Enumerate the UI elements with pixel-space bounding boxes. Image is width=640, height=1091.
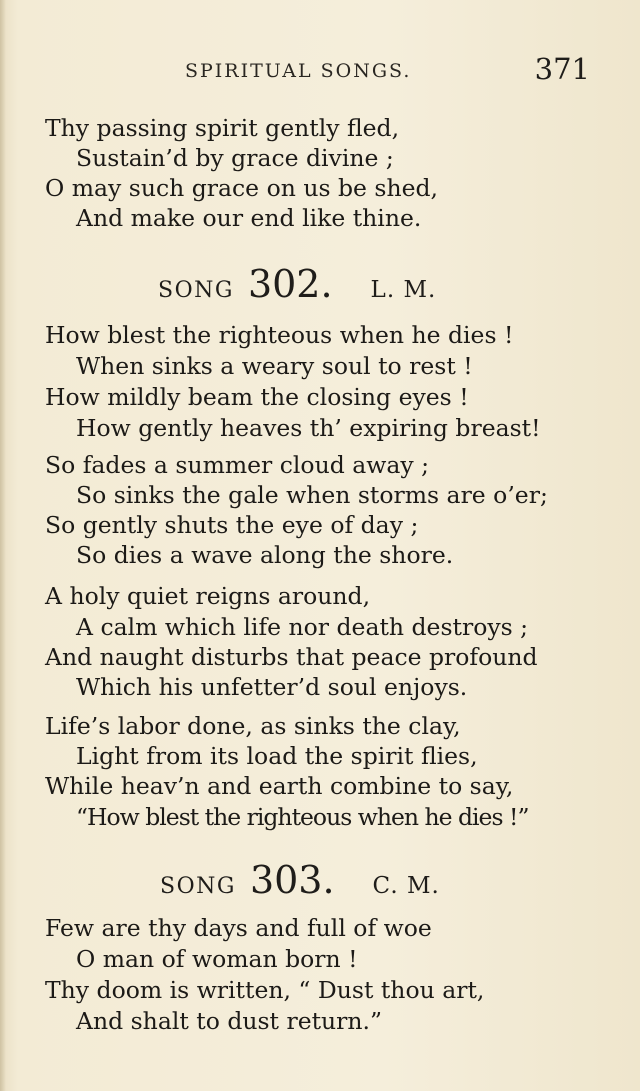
page-gutter-shadow xyxy=(0,0,6,1091)
verse-line: So gently shuts the eye of day ; xyxy=(45,511,419,539)
verse-line: Which his unfetter’d soul enjoys. xyxy=(76,673,468,701)
verse-line: How mildly beam the closing eyes ! xyxy=(45,383,469,411)
verse-line: When sinks a weary soul to rest ! xyxy=(76,352,473,380)
verse-line: And make our end like thine. xyxy=(76,204,422,232)
song-meter: C. M. xyxy=(372,873,440,899)
running-title: SPIRITUAL SONGS. xyxy=(185,60,412,82)
verse-line: A calm which life nor death destroys ; xyxy=(76,613,529,641)
verse-line: How gently heaves th’ expiring breast! xyxy=(76,414,541,442)
verse-line: Thy passing spirit gently fled, xyxy=(45,114,400,142)
verse-line: Light from its load the spirit flies, xyxy=(76,742,478,770)
song-number: 303. xyxy=(249,858,335,902)
song-heading xyxy=(160,858,440,902)
song-number: 302. xyxy=(247,262,333,306)
song-meter: L. M. xyxy=(370,277,437,303)
verse-line: Life’s labor done, as sinks the clay, xyxy=(45,712,461,740)
verse-line: “How blest the righteous when he dies !” xyxy=(76,803,529,831)
verse-line: So fades a summer cloud away ; xyxy=(45,451,430,479)
page-number: 371 xyxy=(534,52,590,86)
verse-line: Sustain’d by grace divine ; xyxy=(76,144,394,172)
verse-line: While heav’n and earth combine to say, xyxy=(45,772,514,800)
verse-line: O man of woman born ! xyxy=(76,945,358,973)
song-label: SONG xyxy=(158,278,234,303)
verse-line: A holy quiet reigns around, xyxy=(45,582,371,610)
song-heading xyxy=(158,262,436,306)
verse-line: How blest the righteous when he dies ! xyxy=(45,321,514,349)
song-label: SONG xyxy=(160,874,236,899)
verse-line: Thy doom is written, “ Dust thou art, xyxy=(45,976,485,1004)
verse-line: O may such grace on us be shed, xyxy=(45,174,439,202)
verse-line: So dies a wave along the shore. xyxy=(76,541,454,569)
verse-line: Few are thy days and full of woe xyxy=(45,914,432,942)
verse-line: So sinks the gale when storms are o’er; xyxy=(76,481,548,509)
verse-line: And naught disturbs that peace profound xyxy=(45,643,538,671)
verse-line: And shalt to dust return.” xyxy=(76,1007,383,1035)
